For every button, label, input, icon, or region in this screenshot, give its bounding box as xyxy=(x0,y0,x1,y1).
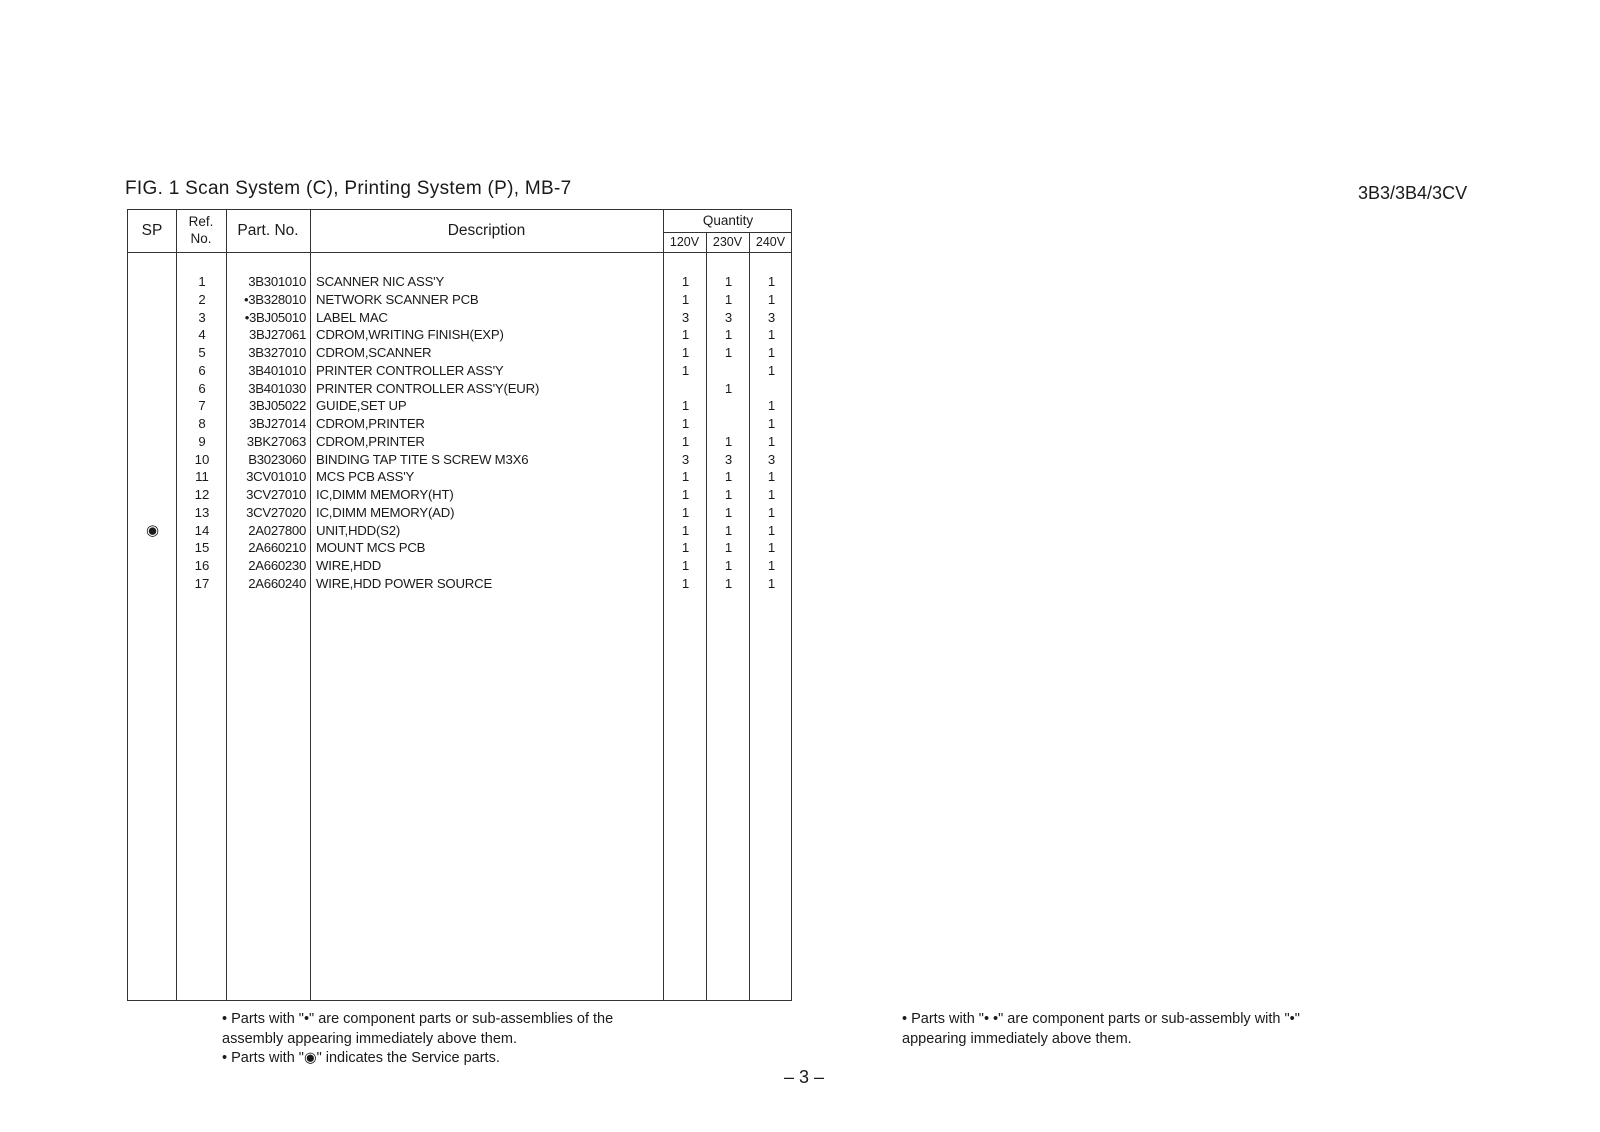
note-right-line2: appearing immediately above them. xyxy=(902,1031,1132,1047)
description: MOUNT MCS PCB xyxy=(316,540,426,556)
page-number: – 3 – xyxy=(784,1067,825,1087)
qty-120v: 1 xyxy=(681,575,690,591)
qty-120v: 1 xyxy=(681,291,690,307)
part-no: 3CV27010 xyxy=(246,487,306,502)
qty-240v: 1 xyxy=(767,433,776,449)
part-no: B3023060 xyxy=(248,451,306,467)
table-row xyxy=(128,575,791,593)
table-row xyxy=(128,504,791,522)
qty-240v: 1 xyxy=(767,416,776,431)
qty-120v: 1 xyxy=(681,416,690,431)
table-row xyxy=(128,451,791,469)
qty-230v: 3 xyxy=(724,451,733,467)
qty-230v: 1 xyxy=(724,327,733,343)
ref-no: 3 xyxy=(198,309,206,325)
part-no: 2A660240 xyxy=(248,575,306,591)
description: UNIT,HDD(S2) xyxy=(316,522,401,538)
ref-no: 8 xyxy=(198,416,206,431)
qty-230v: 1 xyxy=(724,274,733,289)
description: IC,DIMM MEMORY(AD) xyxy=(316,504,455,520)
table-row xyxy=(128,273,791,291)
description: MCS PCB ASS'Y xyxy=(316,469,415,485)
header-ref-line2: No. xyxy=(190,231,212,246)
qty-240v: 1 xyxy=(767,345,776,360)
description: PRINTER CONTROLLER ASS'Y(EUR) xyxy=(316,380,540,396)
qty-120v: 1 xyxy=(681,522,690,538)
part-no: 2A027800 xyxy=(248,522,306,538)
ref-no: 1 xyxy=(198,274,206,289)
description: CDROM,PRINTER xyxy=(316,416,425,431)
qty-240v: 3 xyxy=(767,451,776,467)
header-description: Description xyxy=(447,222,526,239)
table-row xyxy=(128,415,791,433)
parts-table xyxy=(127,209,792,1001)
description: WIRE,HDD POWER SOURCE xyxy=(316,575,493,591)
qty-120v: 1 xyxy=(681,274,690,289)
qty-120v: 1 xyxy=(681,398,690,414)
part-no: 3BJ05022 xyxy=(249,398,306,414)
part-no: 3B327010 xyxy=(248,345,306,360)
description: NETWORK SCANNER PCB xyxy=(316,291,479,307)
table-row xyxy=(128,309,791,327)
ref-no: 5 xyxy=(198,345,206,360)
ref-no: 6 xyxy=(198,362,206,378)
part-no: 2A660210 xyxy=(248,540,306,556)
part-no: 3BJ27061 xyxy=(249,327,306,343)
qty-230v: 1 xyxy=(724,504,733,520)
qty-240v: 1 xyxy=(767,522,776,538)
qty-120v: 1 xyxy=(681,362,690,378)
ref-no: 15 xyxy=(194,540,210,556)
ref-no: 14 xyxy=(194,522,210,538)
part-no: 3B301010 xyxy=(248,274,306,289)
header-qty-240v: 240V xyxy=(755,235,786,249)
qty-240v: 1 xyxy=(767,274,776,289)
part-no: 3BJ27014 xyxy=(249,416,306,431)
ref-no: 6 xyxy=(198,380,206,396)
ref-no: 2 xyxy=(198,291,206,307)
qty-240v: 1 xyxy=(767,487,776,502)
note-right-line1: • Parts with "• •" are component parts or sub-assembly with "•" xyxy=(902,1011,1300,1027)
ref-no: 16 xyxy=(194,558,210,573)
part-no: 3BK27063 xyxy=(246,433,306,449)
note-left-line1: • Parts with "•" are component parts or sub-assemblies of the xyxy=(222,1011,614,1027)
table-body xyxy=(128,273,791,593)
qty-240v: 1 xyxy=(767,575,776,591)
qty-240v: 1 xyxy=(767,504,776,520)
description: IC,DIMM MEMORY(HT) xyxy=(316,487,454,502)
ref-no: 4 xyxy=(198,327,206,343)
qty-240v: 3 xyxy=(767,309,776,325)
qty-230v: 1 xyxy=(724,380,733,396)
qty-230v: 1 xyxy=(724,291,733,307)
table-row xyxy=(128,486,791,504)
part-no: •3B328010 xyxy=(243,291,306,307)
qty-240v: 1 xyxy=(767,291,776,307)
qty-230v: 1 xyxy=(724,540,733,556)
qty-120v: 1 xyxy=(681,558,690,573)
table-row xyxy=(128,291,791,309)
qty-240v: 1 xyxy=(767,398,776,414)
table-row xyxy=(128,397,791,415)
ref-no: 9 xyxy=(198,433,206,449)
part-no: 3B401010 xyxy=(248,362,306,378)
table-row xyxy=(128,557,791,575)
header-quantity: Quantity xyxy=(702,213,754,228)
table-row xyxy=(128,522,791,540)
qty-240v: 1 xyxy=(767,327,776,343)
part-no: 3B401030 xyxy=(248,380,306,396)
header-qty-230v: 230V xyxy=(712,235,743,249)
qty-120v: 1 xyxy=(681,504,690,520)
description: CDROM,PRINTER xyxy=(316,433,425,449)
header-sp: SP xyxy=(141,222,163,239)
qty-120v: 1 xyxy=(681,469,690,485)
table-row xyxy=(128,344,791,362)
model-code: 3B3/3B4/3CV xyxy=(1358,183,1468,203)
description: CDROM,WRITING FINISH(EXP) xyxy=(316,327,504,343)
part-no: 3CV01010 xyxy=(246,469,306,485)
qty-230v: 1 xyxy=(724,522,733,538)
qty-240v: 1 xyxy=(767,540,776,556)
qty-230v: 1 xyxy=(724,469,733,485)
table-row xyxy=(128,468,791,486)
qty-120v: 1 xyxy=(681,327,690,343)
figure-title: FIG. 1 Scan System (C), Printing System (P), MB-7 xyxy=(125,178,572,199)
ref-no: 12 xyxy=(194,487,210,502)
part-no: •3BJ05010 xyxy=(244,309,306,325)
qty-240v: 1 xyxy=(767,558,776,573)
service-part-marker: ◉ xyxy=(145,521,160,539)
note-left-line3: • Parts with "◉" indicates the Service parts. xyxy=(222,1050,500,1066)
qty-230v: 1 xyxy=(724,433,733,449)
table-row xyxy=(128,362,791,380)
ref-no: 11 xyxy=(195,469,209,485)
qty-230v: 3 xyxy=(724,309,733,325)
description: SCANNER NIC ASS'Y xyxy=(316,274,445,289)
qty-240v: 1 xyxy=(767,362,776,378)
description: PRINTER CONTROLLER ASS'Y xyxy=(316,362,504,378)
description: WIRE,HDD xyxy=(316,558,382,573)
qty-120v: 1 xyxy=(681,487,690,502)
part-no: 2A660230 xyxy=(248,558,306,573)
qty-240v: 1 xyxy=(767,469,776,485)
table-row xyxy=(128,433,791,451)
qty-120v: 3 xyxy=(681,451,690,467)
description: LABEL MAC xyxy=(316,309,388,325)
header-part-no: Part. No. xyxy=(237,222,299,239)
description: CDROM,SCANNER xyxy=(316,345,432,360)
quantity-header-divider xyxy=(664,232,791,233)
qty-230v: 1 xyxy=(724,575,733,591)
table-row xyxy=(128,539,791,557)
table-row xyxy=(128,326,791,344)
part-no: 3CV27020 xyxy=(246,504,306,520)
ref-no: 7 xyxy=(198,398,206,414)
ref-no: 13 xyxy=(194,504,210,520)
qty-120v: 1 xyxy=(681,345,690,360)
header-ref-line1: Ref. xyxy=(188,214,214,229)
ref-no: 17 xyxy=(194,575,210,591)
header-qty-120v: 120V xyxy=(669,235,700,249)
qty-230v: 1 xyxy=(724,487,733,502)
qty-120v: 3 xyxy=(681,309,690,325)
qty-230v: 1 xyxy=(724,345,733,360)
qty-230v: 1 xyxy=(724,558,733,573)
qty-120v: 1 xyxy=(681,540,690,556)
table-row xyxy=(128,380,791,398)
note-left-line2: assembly appearing immediately above them. xyxy=(222,1031,517,1047)
description: GUIDE,SET UP xyxy=(316,398,407,414)
header-divider xyxy=(128,252,791,253)
description: BINDING TAP TITE S SCREW M3X6 xyxy=(316,451,529,467)
qty-120v: 1 xyxy=(681,433,690,449)
ref-no: 10 xyxy=(194,451,210,467)
